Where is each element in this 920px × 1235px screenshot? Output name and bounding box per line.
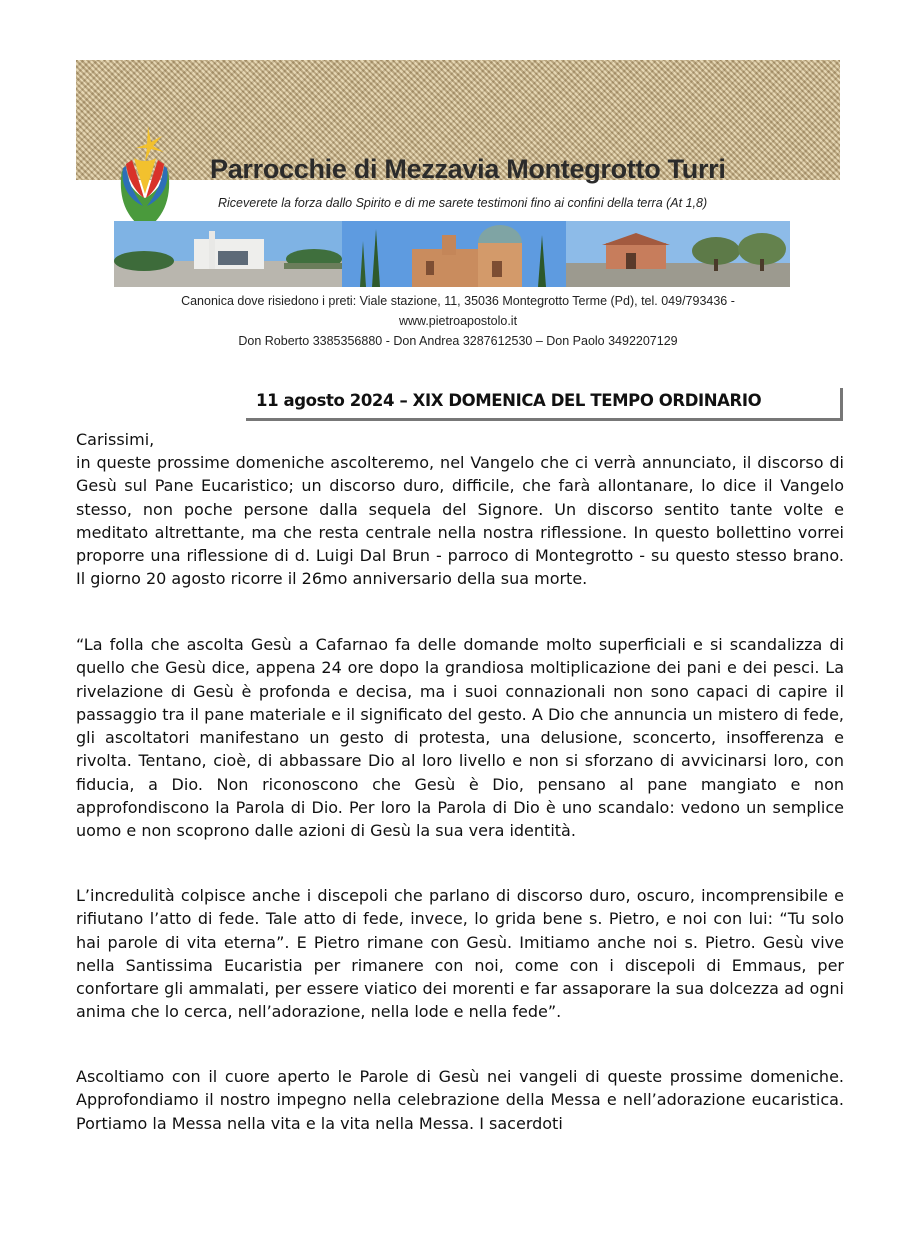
parish-church-mezzavia-photo (114, 221, 342, 287)
parish-title: Parrocchie di Mezzavia Montegrotto Turri (210, 154, 726, 184)
contact-address: Canonica dove risiedono i preti: Viale stazione, 11, 35036 Montegrotto Terme (Pd), tel. 049/793436 - (181, 294, 735, 308)
paragraph-incredulity: L’incredulità colpisce anche i discepoli che parlano di discorso duro, oscuro, incomprensibile e rifiutano l’atto di fede. Tale atto di fede, invece, lo grida bene s. Pietro, e noi con lui: “Tu solo hai parole di vita eterna”. E Pietro rimane con Gesù. Imitiamo anche noi s. Pietro. Gesù vive nella Santissima Eucaristia per rimanere con noi, come con i discepoli di Emmaus, per confortare gli ammalati, per essere viatico dei morenti e far assaporare la sua dolcezza ad ogni anima che lo cerca, nell’adorazione, nella lode e nella fede”. (76, 886, 844, 1022)
parish-logo-icon (114, 122, 176, 232)
page-heading: 11 agosto 2024 – XIX DOMENICA DEL TEMPO ORDINARIO (256, 391, 762, 410)
parish-motto: Riceverete la forza dallo Spirito e di me sarete testimoni fino ai confini della terra (At 1,8) (218, 196, 708, 210)
website-link[interactable]: www.pietroapostolo.it (398, 314, 518, 328)
greeting: Carissimi, (76, 430, 155, 449)
paragraph-quote: “La folla che ascolta Gesù a Cafarnao fa delle domande molto superficiali e si scandalizza di quello che Gesù dice, appena 24 ore dopo la grandiosa moltiplicazione dei pani e dei pesci. La rivelazione di Gesù è profonda e decisa, ma i suoi connazionali non sono capaci di capire il passaggio tra il pane materiale e il significato del gesto. A Dio che annuncia un mistero di fede, gli ascoltatori manifestano un gesto di protesta, una delusione, sconcerto, insofferenza e rivolta. Tentano, cioè, di abbassare Dio al loro livello e non si sforzano di avvicinarsi loro, con fiducia, a Dio. Non riconoscono che Gesù è Dio, pensano al pane mangiato e non approfondiscono la Parola di Dio. Per loro la Parola di Dio è uno scandalo: vedono un semplice uomo e non scoprono dalle azioni di Gesù la sua vera identità. (76, 635, 844, 841)
country-chapel-photo (566, 221, 790, 287)
paragraph-intro: in queste prossime domeniche ascolteremo, nel Vangelo che ci verrà annunciato, il discorso di Gesù sul Pane Eucaristico; un discorso duro, difficile, che farà allontanare, lo dice il Vangelo stesso, non poche persone dalla sequela del Signore. Un discorso sentito tante volte e meditato altrettante, ma che resta centrale nella nostra riflessione. In questo bollettino vorrei proporre una riflessione di d. Luigi Dal Brun - parroco di Montegrotto - su questo stesso brano. Il giorno 20 agosto ricorre il 26mo anniversario della sua morte. (76, 453, 844, 589)
paragraph-closing: Ascoltiamo con il cuore aperto le Parole di Gesù nei vangeli di queste prossime domeniche. Approfondiamo il nostro impegno nella celebrazione della Messa e nell’adorazione eucaristica. Portiamo la Messa nella vita e la vita nella Messa. I sacerdoti (76, 1067, 844, 1133)
cathedral-domes-photo (342, 221, 566, 287)
priests-phone-numbers: Don Roberto 3385356880 - Don Andrea 3287612530 – Don Paolo 3492207129 (238, 334, 678, 348)
header-banner (76, 60, 840, 288)
